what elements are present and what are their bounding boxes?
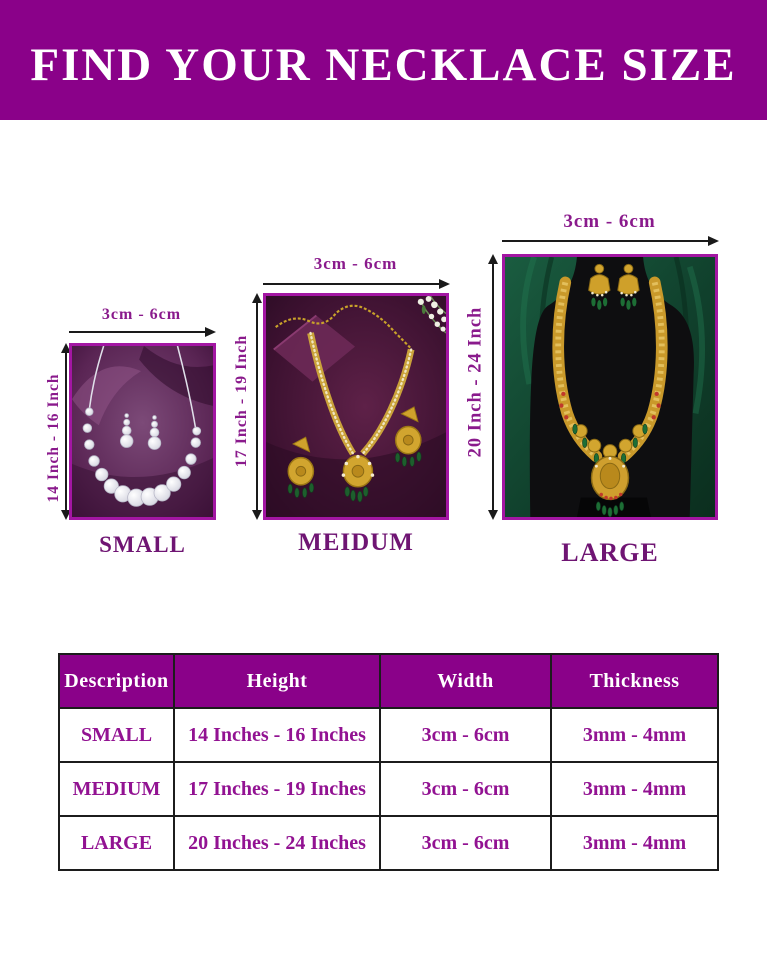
header-height: Height: [174, 654, 380, 708]
table-row: [59, 708, 718, 762]
medium-size-label: MEIDUM: [298, 529, 414, 556]
medium-width-range: 3cm - 6cm: [313, 254, 398, 273]
cell-height: 14 Inches - 16 Inches: [174, 708, 380, 762]
large-necklace-illustration: [505, 257, 715, 517]
size-table: [58, 653, 719, 871]
header-width: Width: [380, 654, 551, 708]
banner: [0, 0, 767, 120]
cell-width: 3cm - 6cm: [380, 816, 551, 870]
width-arrow-icon: [501, 235, 719, 247]
small-height-range: 14 Inch - 16 Inch: [45, 373, 62, 503]
small-necklace-photo: [69, 343, 216, 520]
table-row: [59, 816, 718, 870]
header-description: Description: [59, 654, 174, 708]
cell-width: 3cm - 6cm: [380, 708, 551, 762]
large-necklace-photo: [502, 254, 718, 520]
small-width-range: 3cm - 6cm: [101, 306, 182, 323]
large-size-label: LARGE: [561, 538, 659, 567]
cell-height: 20 Inches - 24 Inches: [174, 816, 380, 870]
cell-width: 3cm - 6cm: [380, 762, 551, 816]
cell-thickness: 3mm - 4mm: [551, 762, 718, 816]
large-width-range: 3cm - 6cm: [563, 211, 656, 232]
medium-necklace-photo: [263, 293, 449, 520]
cell-description: MEDIUM: [59, 762, 174, 816]
header-thickness: Thickness: [551, 654, 718, 708]
medium-height-range: 17 Inch - 19 Inch: [233, 334, 250, 468]
cell-height: 17 Inches - 19 Inches: [174, 762, 380, 816]
page-title: FIND YOUR NECKLACE SIZE: [30, 39, 737, 91]
height-arrow-icon: [487, 254, 499, 520]
table-row: [59, 762, 718, 816]
width-arrow-icon: [68, 326, 216, 338]
small-size-label: SMALL: [99, 532, 186, 557]
cell-thickness: 3mm - 4mm: [551, 708, 718, 762]
medium-necklace-illustration: [266, 296, 446, 517]
cell-description: LARGE: [59, 816, 174, 870]
large-pendant: [592, 456, 629, 516]
height-arrow-icon: [251, 293, 263, 520]
width-arrow-icon: [262, 278, 450, 290]
small-necklace-illustration: [72, 346, 213, 517]
table-header-row: [59, 654, 718, 708]
cell-thickness: 3mm - 4mm: [551, 816, 718, 870]
cell-description: SMALL: [59, 708, 174, 762]
large-height-range: 20 Inch - 24 Inch: [465, 306, 486, 458]
